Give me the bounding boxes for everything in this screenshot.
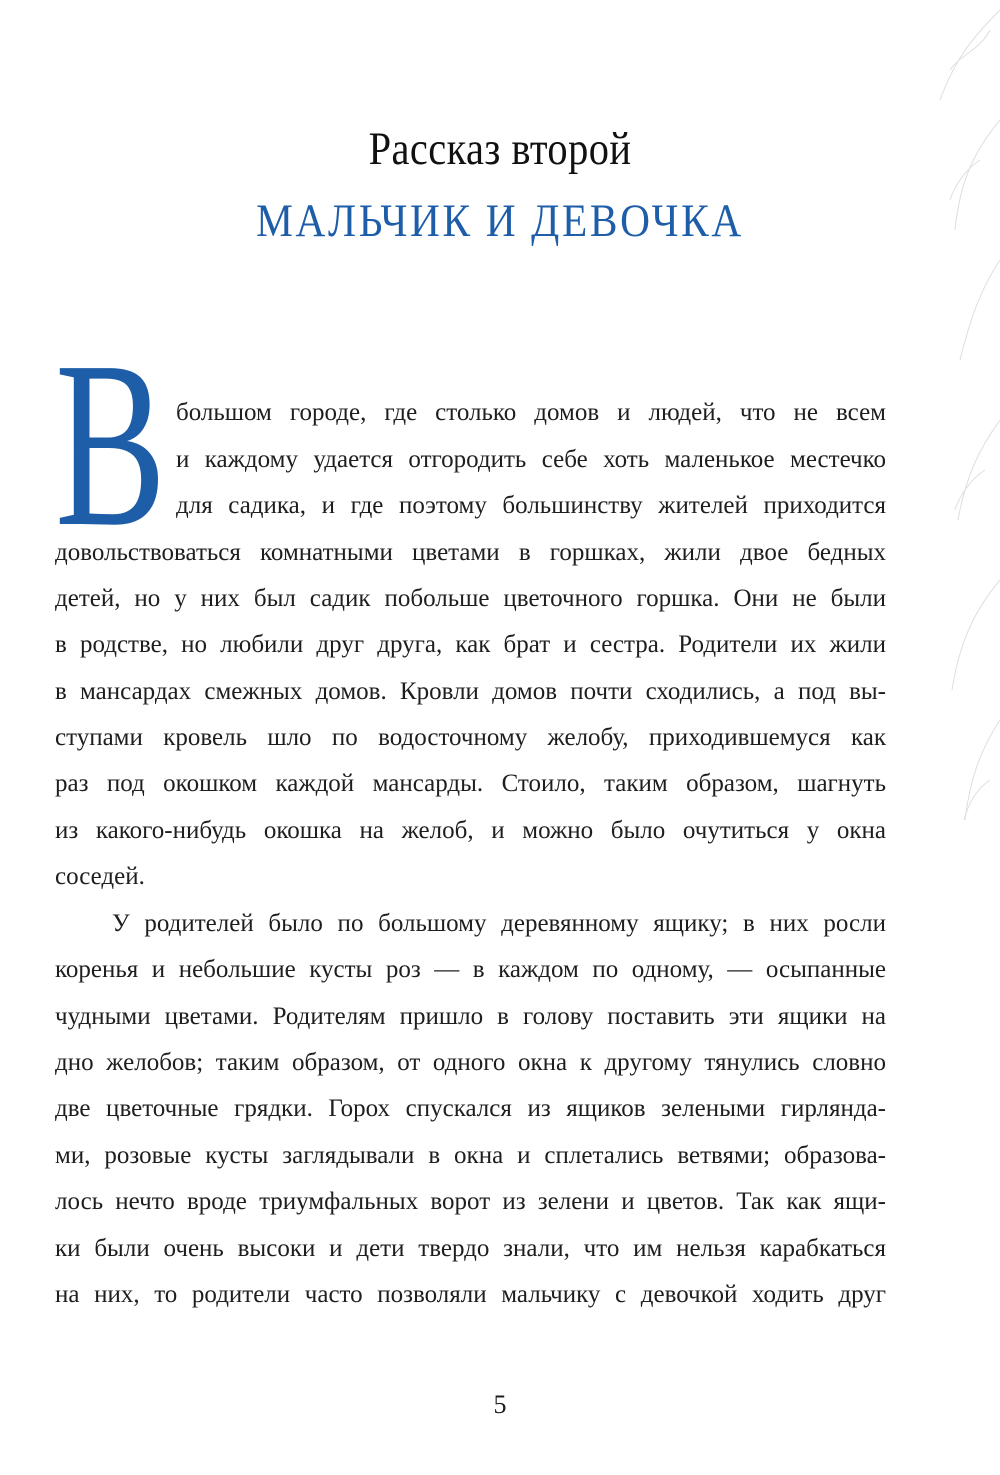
text-line: лось нечто вроде триумфальных ворот из зелени и цветов. Так как ящи-	[55, 1188, 886, 1215]
text-line: для садика, и где поэтому большинству жителей приходится	[176, 492, 886, 519]
text-line: ки были очень высоки и дети твердо знали, что им нельзя карабкаться	[55, 1235, 886, 1262]
text-line: раз под окошком каждой мансарды. Стоило, таким образом, шагнуть	[55, 770, 886, 797]
text-line: чудными цветами. Родителям пришло в голову поставить эти ящики на	[55, 1003, 886, 1030]
text-line: из какого-нибудь окошка на желоб, и можно было очутиться у окна	[55, 817, 886, 844]
chapter-title: МАЛЬЧИК И ДЕВОЧКА	[256, 195, 744, 247]
text-line: соседей.	[55, 863, 145, 890]
text-line: на них, то родители часто позволяли мальчику с девочкой ходить друг	[55, 1281, 886, 1308]
text-line: У родителей было по большому деревянному ящику; в них росли	[112, 910, 886, 937]
drop-cap: В	[55, 313, 167, 576]
text-line: ми, розовые кусты заглядывали в окна и сплетались ветвями; образова-	[55, 1142, 886, 1169]
text-line: довольствоваться комнатными цветами в горшках, жили двое бедных	[55, 539, 886, 566]
page-number: 5	[493, 1390, 507, 1419]
text-line: ступами кровель шло по водосточному желобу, приходившемуся как	[55, 724, 886, 751]
text-line: дно желобов; таким образом, от одного окна к другому тянулись словно	[55, 1049, 886, 1076]
chapter-label: Рассказ второй	[368, 123, 632, 175]
text-line: детей, но у них был садик побольше цветочного горшка. Они не были	[55, 585, 886, 612]
text-line: две цветочные грядки. Горох спускался из ящиков зелеными гирлянда-	[55, 1095, 886, 1122]
text-line: большом городе, где столько домов и людей, что не всем	[176, 399, 886, 426]
text-line: в мансардах смежных домов. Кровли домов почти сходились, а под вы-	[55, 678, 886, 705]
text-line: в родстве, но любили друг друга, как брат и сестра. Родители их жили	[55, 631, 886, 658]
text-line: и каждому удается отгородить себе хоть маленькое местечко	[176, 446, 886, 473]
text-line: коренья и небольшие кусты роз — в каждом по одному, — осыпанные	[55, 956, 886, 983]
